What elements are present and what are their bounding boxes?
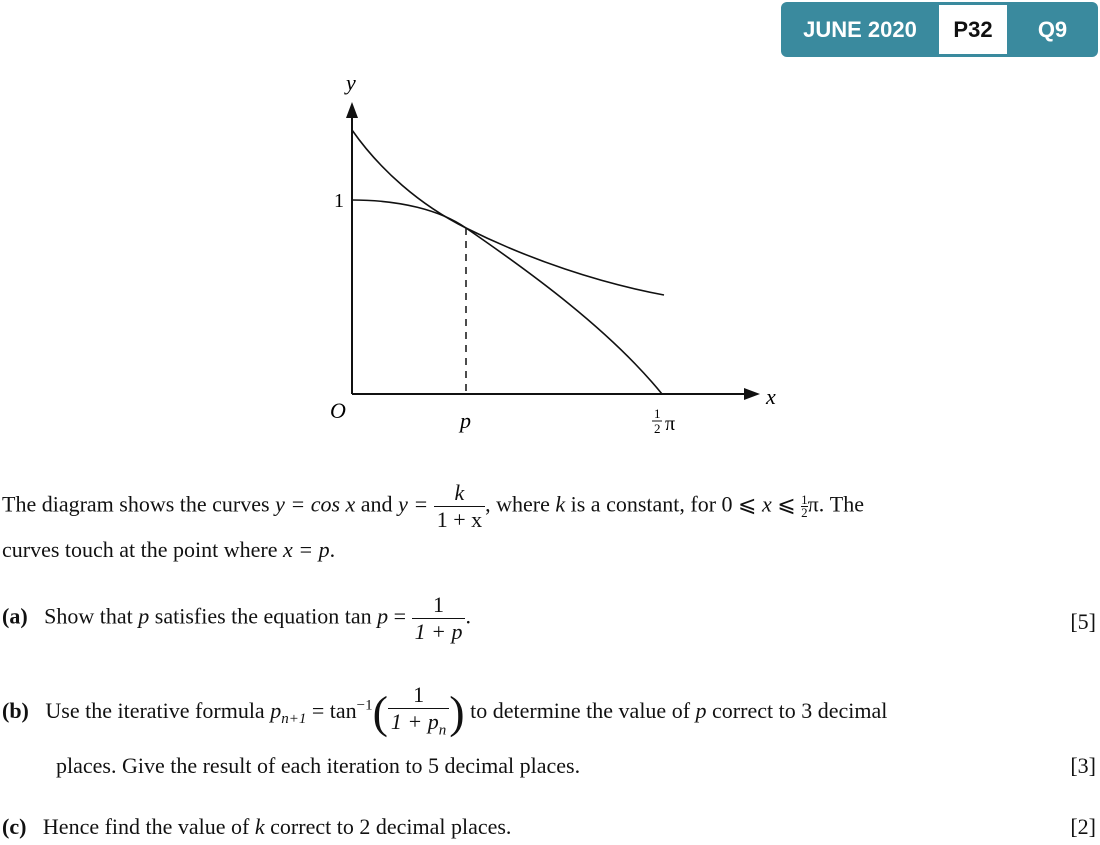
p-label: p [460, 408, 471, 433]
intro-text-4: ⩽ [771, 491, 802, 517]
part-b-marks: [3] [1070, 753, 1096, 778]
part-b-p: p [270, 697, 282, 723]
part-c-label: (c) [2, 814, 27, 839]
session-label: JUNE 2020 [803, 17, 917, 42]
intro-and: and [355, 491, 399, 517]
right-paren-icon: ) [449, 686, 465, 738]
part-a-end: . [465, 603, 471, 629]
intro-line-2 [2, 537, 335, 563]
part-c-row [2, 814, 511, 840]
part-b-den-text: 1 + p [390, 709, 439, 734]
part-a-p: p [138, 603, 150, 629]
part-a-fraction [412, 592, 466, 645]
half-pi-numerator: 1 [654, 406, 661, 421]
y-equals: y = [398, 491, 429, 517]
part-b-superscript: −1 [356, 697, 373, 714]
half-denominator: 2 [801, 505, 808, 520]
intro-comma: , [485, 491, 491, 517]
part-a-text-1: Show that [44, 603, 139, 629]
intro-line-1 [2, 480, 864, 533]
intro-line2-a: curves touch at the point where [2, 537, 284, 562]
intro-text-1: The diagram shows the curves [2, 491, 276, 517]
paper-label: P32 [939, 5, 1007, 54]
half-pi-denominator: 2 [654, 421, 661, 436]
intro-text-3: is a constant, for 0 ⩽ [565, 491, 762, 517]
y-axis-arrow-icon [346, 102, 358, 118]
part-b-tan: = tan [306, 697, 357, 723]
part-c-k: k [254, 814, 265, 839]
part-c-text-1: Hence find the value of [42, 814, 255, 839]
part-b-text-2: to determine the value of [464, 697, 696, 723]
part-a-text-2: satisfies the equation tan [149, 603, 378, 629]
k-fraction-numerator: k [454, 480, 465, 505]
part-b-text-1: Use the iterative formula [45, 697, 271, 723]
k-variable: k [555, 491, 566, 517]
y-tick-one: 1 [334, 190, 344, 212]
reciprocal-curve [352, 130, 664, 295]
part-b-label: (b) [2, 697, 29, 723]
half-pi-symbol: π [665, 413, 676, 435]
k-fraction-denominator: 1 + x [434, 506, 485, 533]
x-variable: x [761, 491, 772, 517]
intro-text-2: where [490, 491, 556, 517]
part-b-text-3: correct to 3 decimal [706, 697, 888, 723]
left-paren-icon: ( [372, 686, 388, 738]
x-axis-arrow-icon [744, 388, 760, 400]
y-axis-label: y [346, 70, 356, 95]
half-numerator: 1 [801, 492, 808, 507]
part-b-row [2, 682, 887, 743]
x-axis-label: x [766, 384, 776, 409]
part-b-subscript: n+1 [281, 711, 307, 728]
part-b-fraction [388, 682, 449, 743]
curve-1-equation: y = cos x [275, 491, 356, 517]
part-b-fraction-numerator: 1 [413, 682, 425, 707]
part-a-fraction-numerator: 1 [433, 592, 445, 617]
intro-line2-b: x = p [283, 537, 330, 562]
part-c-text-2: correct to 2 decimal places. [264, 814, 512, 839]
part-b-den-subscript: n [438, 722, 447, 739]
intro-text-5: π. The [807, 491, 864, 517]
part-c-marks: [2] [1070, 814, 1096, 839]
part-a-label: (a) [2, 603, 28, 629]
part-b-fraction-denominator [388, 708, 449, 743]
part-a-marks: [5] [1070, 609, 1096, 634]
k-fraction [434, 480, 485, 533]
intro-line2-c: . [329, 537, 336, 562]
origin-label: O [330, 398, 346, 423]
part-a-p2: p [377, 603, 389, 629]
part-a-equals: = [388, 603, 407, 629]
question-label: Q9 [1037, 17, 1068, 42]
part-a-fraction-denominator: 1 + p [412, 618, 466, 645]
part-a-row [2, 592, 471, 645]
part-b-line-2: places. Give the result of each iteration to 5 decimal places. [56, 753, 581, 778]
part-b-p2: p [695, 697, 707, 723]
cos-curve [352, 200, 662, 394]
